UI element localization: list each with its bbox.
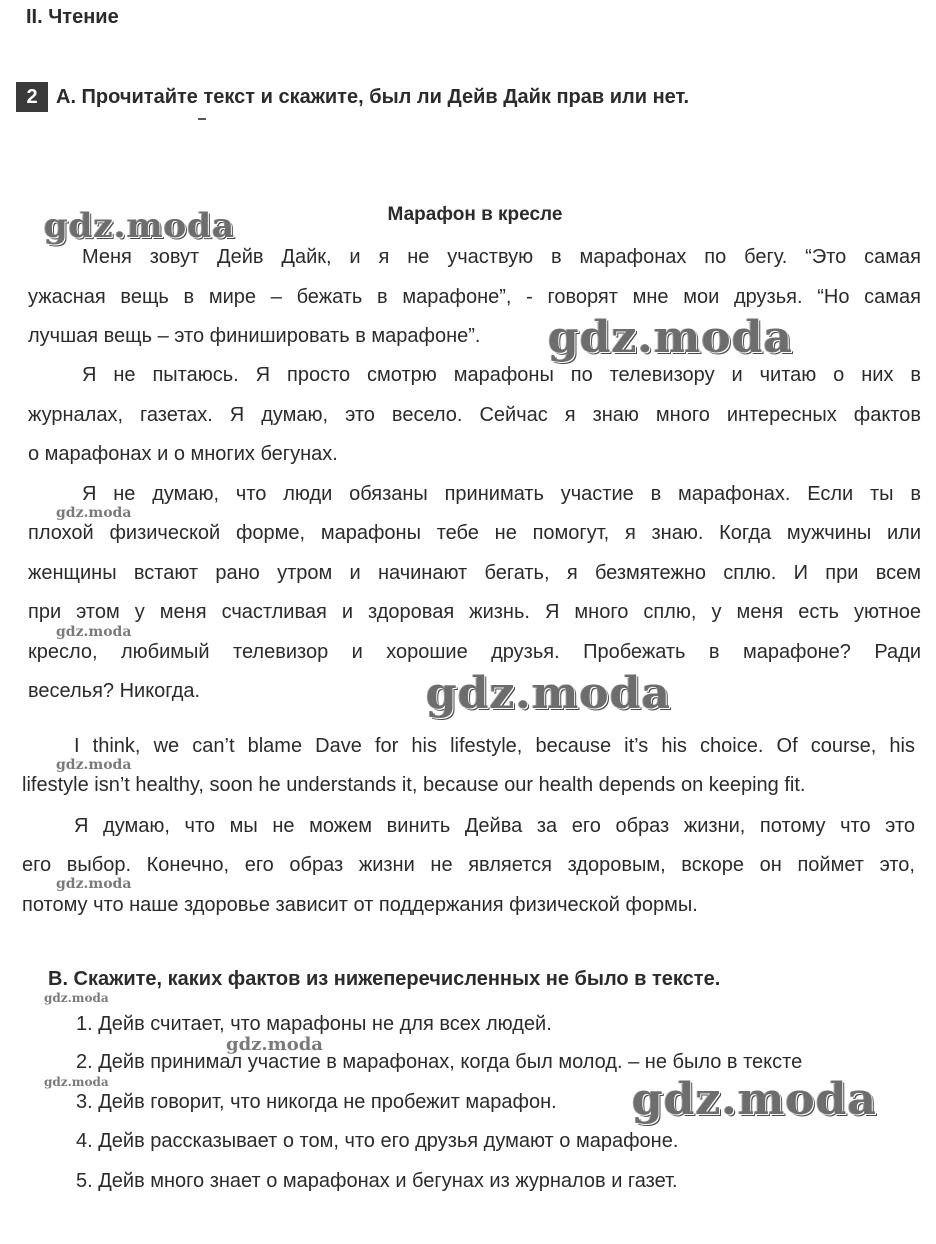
watermark-logo: gdz.moda bbox=[56, 624, 132, 640]
text-title: Марафон в кресле bbox=[387, 204, 563, 225]
watermark-logo: gdz.moda bbox=[632, 1074, 878, 1125]
list-item: 2. Дейв принимал участие в марафонах, когда был молод. – не было в тексте bbox=[76, 1051, 803, 1073]
watermark-logo: gdz.moda bbox=[56, 876, 132, 892]
list-item: 5. Дейв много знает о марафонах и бегунах из журналов и газет. bbox=[76, 1170, 678, 1192]
list-item: 4. Дейв рассказывает о том, что его друзья думают о марафоне. bbox=[76, 1130, 679, 1152]
text-line: ужасная вещь в мире – бежать в марафоне”, - говорят мне мои друзья. “Но самая bbox=[28, 286, 921, 308]
exercise-number-badge: 2 bbox=[16, 82, 48, 112]
text-line: о марафонах и о многих бегунах. bbox=[28, 443, 338, 465]
stray-mark bbox=[198, 118, 206, 120]
watermark-logo: gdz.moda bbox=[44, 1075, 109, 1089]
list-item: 1. Дейв считает, что марафоны не для всех людей. bbox=[76, 1013, 552, 1035]
text-line: Меня зовут Дейв Дайк, и я не участвую в марафонах по бегу. “Это самая bbox=[82, 246, 921, 268]
answer-en-line: lifestyle isn’t healthy, soon he understands it, because our health depends on keeping fit. bbox=[22, 774, 806, 796]
watermark-logo: gdz.moda bbox=[56, 505, 132, 521]
text-line: журналах, газетах. Я думаю, это весело. Сейчас я знаю много интересных фактов bbox=[28, 404, 921, 426]
text-line: Я не думаю, что люди обязаны принимать участие в марафонах. Если ты в bbox=[82, 483, 921, 505]
answer-en-line: I think, we can’t blame Dave for his lifestyle, because it’s his choice. Of course, his bbox=[74, 735, 915, 757]
watermark-logo: gdz.moda bbox=[426, 668, 672, 719]
text-line: кресло, любимый телевизор и хорошие друзья. Пробежать в марафоне? Ради bbox=[28, 641, 921, 663]
watermark-logo: gdz.moda bbox=[44, 206, 236, 246]
watermark-logo: gdz.moda bbox=[548, 312, 794, 363]
task-a-heading: А. Прочитайте текст и скажите, был ли Дейв Дайк прав или нет. bbox=[56, 86, 690, 108]
text-line: плохой физической форме, марафоны тебе не помогут, я знаю. Когда мужчины или bbox=[28, 522, 921, 544]
watermark-logo: gdz.moda bbox=[226, 1034, 323, 1055]
task-b-heading: В. Скажите, каких фактов из нижеперечисленных не было в тексте. bbox=[48, 968, 721, 990]
section-title: II. Чтение bbox=[26, 6, 119, 28]
watermark-logo: gdz.moda bbox=[44, 991, 109, 1005]
list-item: 3. Дейв говорит, что никогда не пробежит марафон. bbox=[76, 1091, 557, 1113]
text-line: женщины встают рано утром и начинают бегать, я безмятежно сплю. И при всем bbox=[28, 562, 921, 584]
text-line: лучшая вещь – это финишировать в марафоне”. bbox=[28, 325, 481, 347]
text-line: при этом у меня счастливая и здоровая жизнь. Я много сплю, у меня есть уютное bbox=[28, 601, 921, 623]
text-line: Я не пытаюсь. Я просто смотрю марафоны по телевизору и читаю о них в bbox=[82, 364, 921, 386]
text-line: веселья? Никогда. bbox=[28, 680, 201, 702]
answer-ru-line: Я думаю, что мы не можем винить Дейва за его образ жизни, потому что это bbox=[74, 815, 915, 837]
answer-ru-line: его выбор. Конечно, его образ жизни не является здоровым, вскоре он поймет это, bbox=[22, 854, 915, 876]
watermark-logo: gdz.moda bbox=[56, 757, 132, 773]
answer-ru-line: потому что наше здоровье зависит от поддержания физической формы. bbox=[22, 894, 698, 916]
